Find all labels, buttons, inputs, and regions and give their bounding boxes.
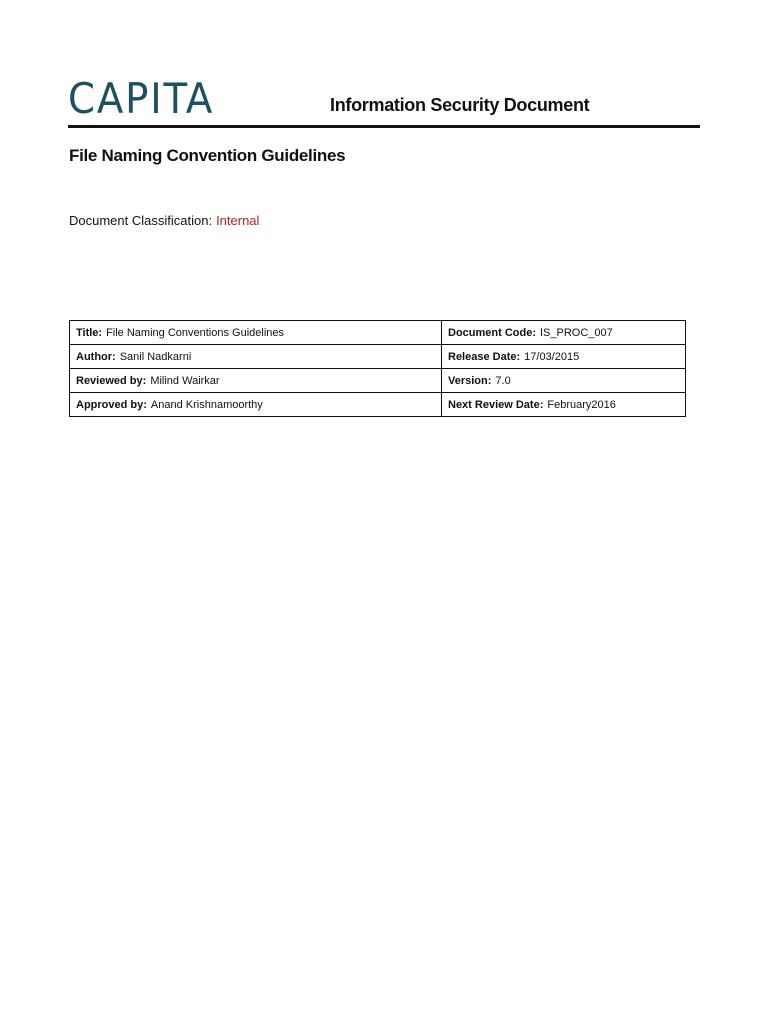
title-cell bbox=[70, 321, 442, 345]
cell-label: Reviewed by: bbox=[76, 374, 147, 387]
next-review-date-cell bbox=[442, 393, 686, 417]
document-code-cell bbox=[442, 321, 686, 345]
reviewed-by-cell bbox=[70, 369, 442, 393]
release-date-cell bbox=[442, 345, 686, 369]
cell-label: Approved by: bbox=[76, 398, 147, 411]
cell-label: Version: bbox=[448, 374, 492, 387]
cell-value: Anand Krishnamoorthy bbox=[150, 398, 263, 411]
classification-label: Document Classification: bbox=[69, 213, 213, 228]
cell-label: Next Review Date: bbox=[448, 398, 544, 411]
author-cell bbox=[70, 345, 442, 369]
document-type-heading: Information Security Document bbox=[330, 95, 590, 115]
header-divider bbox=[68, 125, 700, 128]
cell-value: IS_PROC_007 bbox=[540, 326, 613, 339]
cell-label: Title: bbox=[76, 326, 103, 339]
table-row bbox=[70, 393, 686, 417]
approved-by-cell bbox=[70, 393, 442, 417]
cell-value: February2016 bbox=[547, 398, 616, 411]
cell-label: Release Date: bbox=[448, 350, 521, 363]
cell-value: 17/03/2015 bbox=[524, 350, 580, 363]
cell-label: Document Code: bbox=[448, 326, 536, 339]
cell-value: File Naming Conventions Guidelines bbox=[106, 326, 285, 339]
table-row bbox=[70, 345, 686, 369]
document-info-table bbox=[69, 320, 686, 417]
document-title: File Naming Convention Guidelines bbox=[69, 146, 346, 165]
cell-value: 7.0 bbox=[495, 374, 511, 387]
table-row bbox=[70, 369, 686, 393]
cell-value: Sanil Nadkarni bbox=[119, 350, 192, 363]
cell-label: Author: bbox=[76, 350, 116, 363]
classification-value: Internal bbox=[216, 213, 260, 228]
document-classification bbox=[69, 213, 259, 228]
version-cell bbox=[442, 369, 686, 393]
cell-value: Milind Wairkar bbox=[150, 374, 220, 387]
capita-logo: CAPITA bbox=[68, 74, 215, 123]
table-row bbox=[70, 321, 686, 345]
